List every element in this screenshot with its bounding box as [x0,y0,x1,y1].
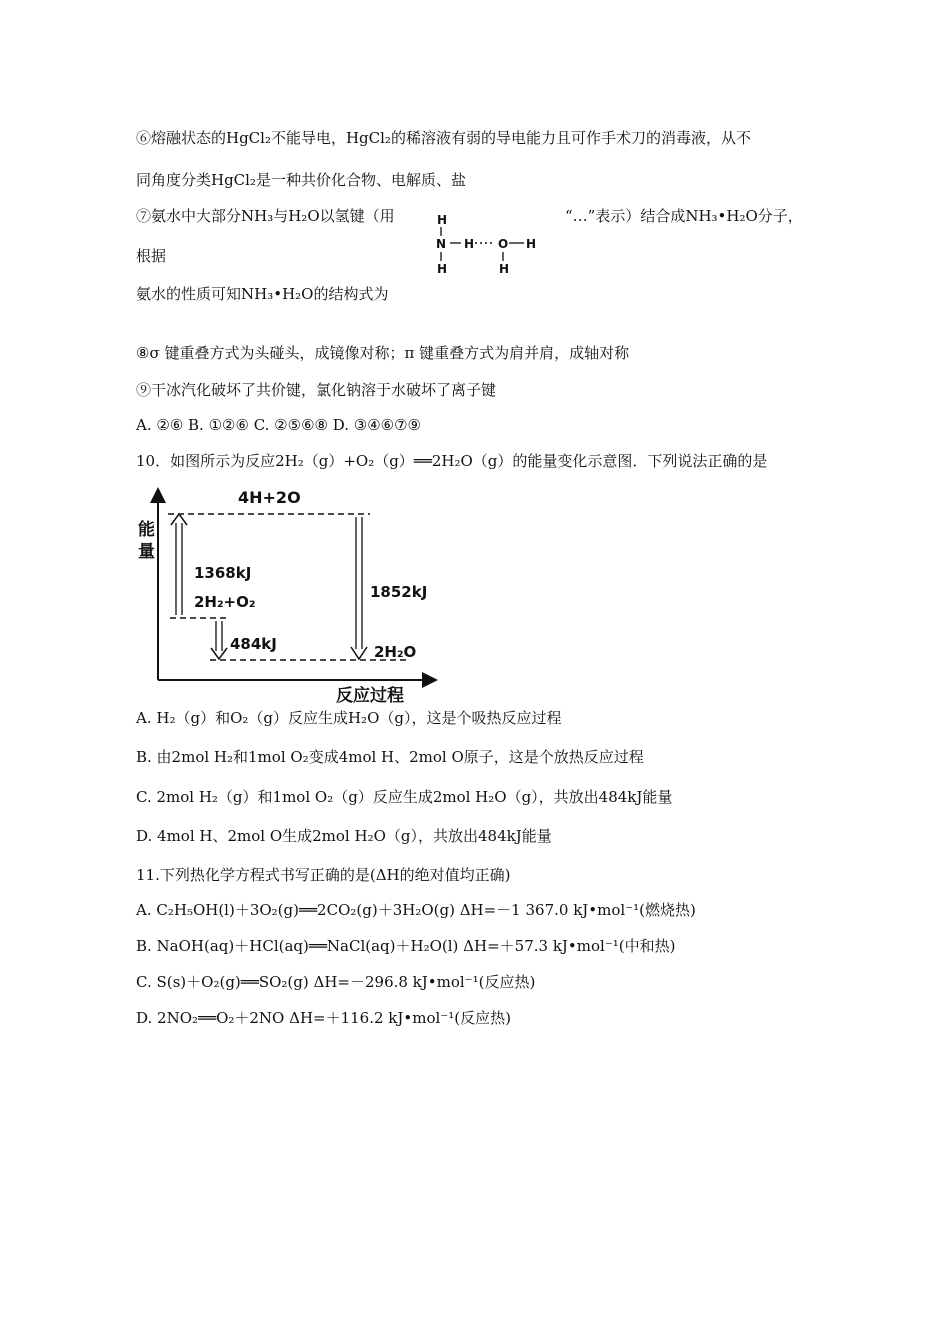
q10-stem: 10．如图所示为反应2H₂（g）+O₂（g）══2H₂O（g）的能量变化示意图．下列说法正确的是 [136,452,768,470]
value-1368: 1368kJ [194,564,252,582]
x-axis-label: 反应过程 [336,686,404,706]
q11-option-a: A. C₂H₅OH(l)＋3O₂(g)══2CO₂(g)＋3H₂O(g) ΔH=－1 367.0 kJ•mol⁻¹(燃烧热) [136,901,696,919]
q9-item8: ⑧σ 键重叠方式为头碰头，成镜像对称；π 键重叠方式为肩并肩，成轴对称 [136,344,630,362]
y-label-2: 量 [138,542,155,562]
q11-stem: 11.下列热化学方程式书写正确的是(ΔH的绝对值均正确) [136,866,511,884]
q10-option-a: A. H₂（g）和O₂（g）反应生成H₂O（g），这是个吸热反应过程 [136,709,562,727]
reactant-label: 2H₂+O₂ [194,593,256,611]
q9-item7-line2: 根据 [136,247,167,265]
q9-item7-line1: ⑦氨水中大部分NH₃与H₂O以氢键（用 [136,207,395,225]
atom-n: N [436,237,447,251]
q9-item9: ⑨干冰汽化破坏了共价键，氯化钠溶于水破坏了离子键 [136,381,497,399]
energy-diagram [130,485,440,707]
atom-o: O [498,237,509,251]
atom-h-o-bottom: H [499,262,510,276]
atom-h-top: H [437,213,448,227]
q9-item7-line1b: “…”表示）结合成NH₃•H₂O分子， [565,207,803,225]
atom-h-bottom: H [437,262,448,276]
q11-option-c: C. S(s)＋O₂(g)══SO₂(g) ΔH=－296.8 kJ•mol⁻¹(反应热) [136,973,536,991]
q9-options: A. ②⑥ B. ①②⑥ C. ②⑤⑥⑧ D. ③④⑥⑦⑨ [136,416,421,434]
q10-option-c: C. 2mol H₂（g）和1mol O₂（g）反应生成2mol H₂O（g），共放出484kJ能量 [136,788,673,806]
q9-item7-line3: 氨水的性质可知NH₃•H₂O的结构式为 [136,285,389,303]
q11-option-d: D. 2NO₂══O₂＋2NO ΔH=＋116.2 kJ•mol⁻¹(反应热) [136,1009,511,1027]
product-label: 2H₂O [374,643,417,661]
value-1852: 1852kJ [370,583,428,601]
atom-h-right: H [526,237,537,251]
q11-option-b: B. NaOH(aq)＋HCl(aq)══NaCl(aq)＋H₂O(l) ΔH=＋57.3 kJ•mol⁻¹(中和热) [136,937,676,955]
y-label-1: 能 [138,520,155,540]
q10-option-d: D. 4mol H、2mol O生成2mol H₂O（g），共放出484kJ能量 [136,827,552,845]
ammonia-hydrate-structure [428,212,548,280]
q10-option-b: B. 由2mol H₂和1mol O₂变成4mol H、2mol O原子，这是个放热反应过程 [136,748,644,766]
q9-item6-line2: 同角度分类HgCl₂是一种共价化合物、电解质、盐 [136,171,466,189]
value-484: 484kJ [230,635,277,653]
q9-item6-line1: ⑥熔融状态的HgCl₂不能导电，HgCl₂的稀溶液有弱的导电能力且可作手术刀的消毒液，从不 [136,129,751,147]
atom-h-bridge: H [464,237,475,251]
top-level-label: 4H+2O [238,488,301,507]
